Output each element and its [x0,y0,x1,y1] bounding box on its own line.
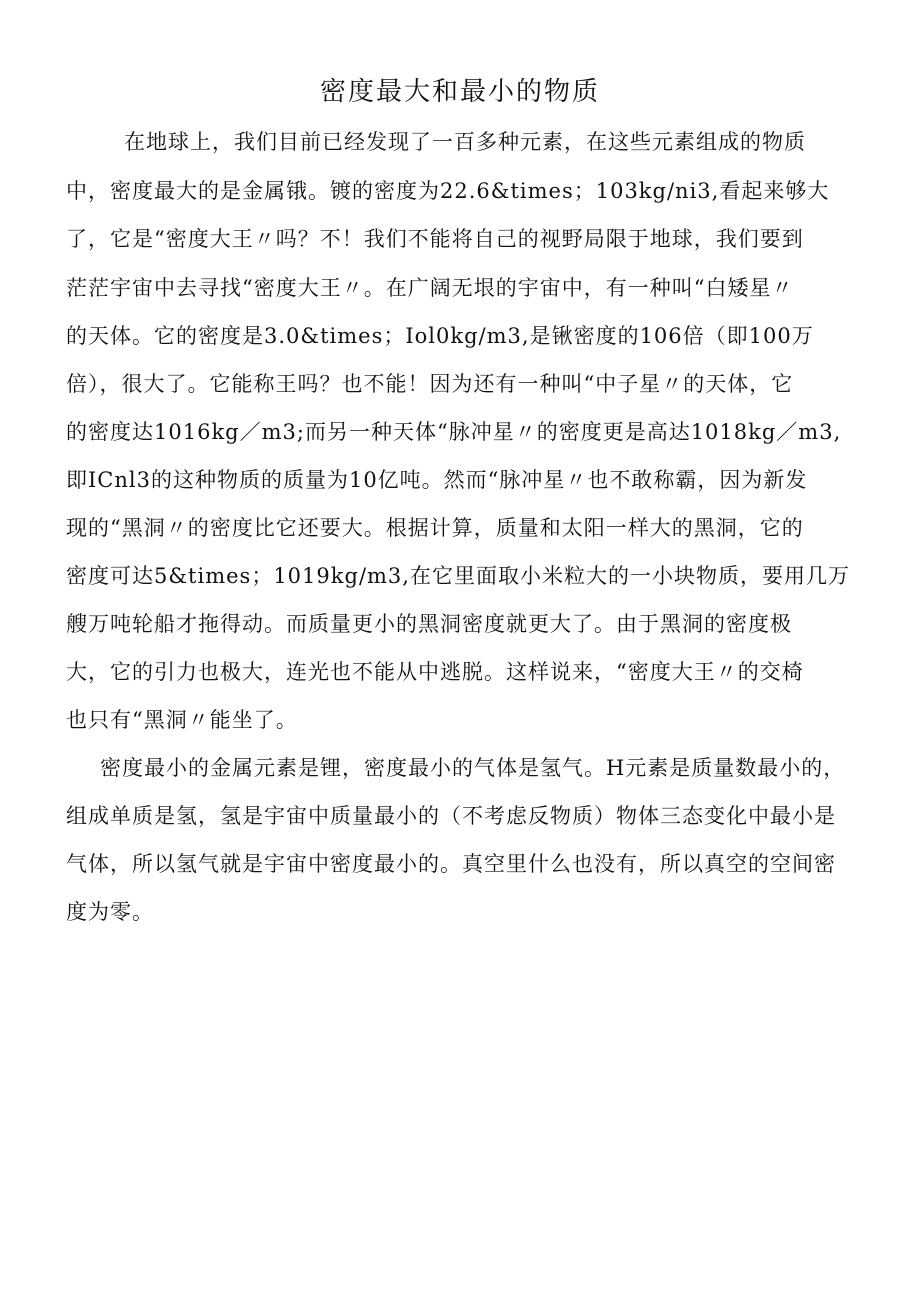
paragraph-line: 即ICnl3的这种物质的质量为10亿吨。然而“脉冲星〃也不敢称霸，因为新发 [66,468,808,492]
paragraph-line: 倍），很大了。它能称王吗？也不能！因为还有一种叫“中子星〃的天体，它 [66,372,794,396]
paragraph-line: 也只有“黑洞〃能坐了。 [66,708,298,732]
paragraph-line: 现的“黑洞〃的密度比它还要大。根据计算，质量和太阳一样大的黑洞，它的 [66,516,804,540]
paragraph-line: 茫茫宇宙中去寻找“密度大王〃。在广阔无垠的宇宙中，有一种叫“白矮星〃 [66,276,794,300]
paragraph-line: 艘万吨轮船才拖得动。而质量更小的黑洞密度就更大了。由于黑洞的密度极 [66,612,792,636]
paragraph-line: 组成单质是氢，氢是宇宙中质量最小的（不考虑反物质）物体三态变化中最小是 [66,804,836,828]
paragraph-line: 的密度达1016kg／m3;而另一种天体“脉冲星〃的密度更是高达1018kg／m3, [66,420,842,444]
paragraph-line: 在地球上，我们目前已经发现了一百多种元素，在这些元素组成的物质 [124,130,806,154]
paragraph-line: 密度最小的金属元素是锂，密度最小的气体是氢气。H元素是质量数最小的， [100,756,846,780]
document-title: 密度最大和最小的物质 [319,77,600,107]
paragraph-line: 气体，所以氢气就是宇宙中密度最小的。真空里什么也没有，所以真空的空间密 [66,852,836,876]
paragraph-line: 度为零。 [66,900,154,924]
paragraph-line: 了，它是“密度大王〃吗？不！我们不能将自己的视野局限于地球，我们要到 [66,227,804,251]
paragraph-line: 中，密度最大的是金属锇。镀的密度为22.6&times；103kg/ni3,看起来够大 [66,179,830,203]
paragraph-line: 的天体。它的密度是3.0&times；Iol0kg/m3,是锹密度的106倍（即100万 [66,324,814,348]
paragraph-line: 大，它的引力也极大，连光也不能从中逃脱。这样说来，“密度大王〃的交椅 [66,660,804,684]
paragraph-line: 密度可达5&times；1019kg/m3,在它里面取小米粒大的一小块物质，要用几万 [66,564,850,588]
